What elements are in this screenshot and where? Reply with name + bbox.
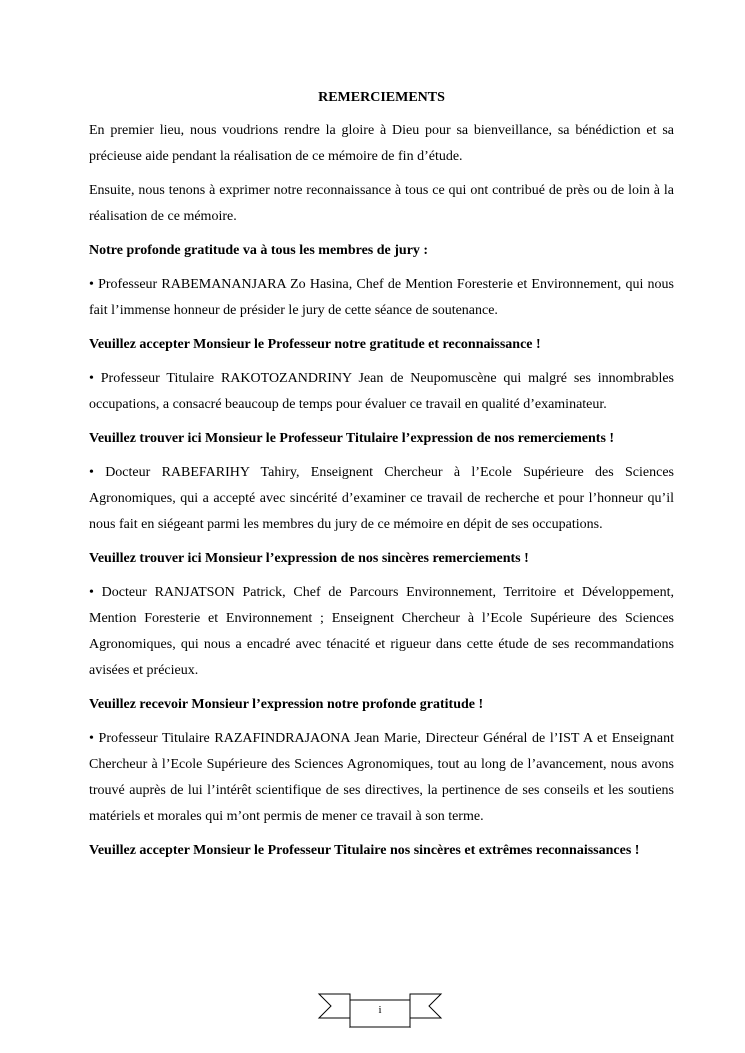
intro-paragraph-2: Ensuite, nous tenons à exprimer notre reconnaissance à tous ce qui ont contribué de près ou de loin à la réalisation de ce mémoire.	[89, 183, 674, 224]
gratitude-line-examiner-2: Veuillez trouver ici Monsieur l’expression de nos sincères remerciements !	[89, 551, 529, 566]
jury-member-examiner-1: • Professeur Titulaire RAKOTOZANDRINY Jean de Neupomuscène qui malgré ses innombrables occupations, a consacré beaucoup de temps pour évaluer ce travail en qualité d’examinateur.	[89, 371, 674, 412]
document-page	[89, 88, 674, 872]
gratitude-line-director: Veuillez accepter Monsieur le Professeur Titulaire nos sincères et extrêmes reconnaissances !	[89, 843, 640, 858]
intro-paragraph-1: En premier lieu, nous voudrions rendre la gloire à Dieu pour sa bienveillance, sa bénédiction et sa précieuse aide pendant la réalisation de ce mémoire de fin d’étude.	[89, 123, 674, 164]
page-number: i	[378, 1004, 382, 1016]
jury-member-examiner-2: • Docteur RABEFARIHY Tahiry, Enseignent Chercheur à l’Ecole Supérieure des Sciences Agronomiques, qui a accepté avec sincérité d’examiner ce travail de recherche et pour l’honneur qu’il nous fait en siégeant parmi les membres du jury de ce mémoire en dépit de ses occupations.	[89, 465, 674, 532]
page-number-banner	[317, 990, 443, 1028]
jury-heading: Notre profonde gratitude va à tous les membres de jury :	[89, 243, 429, 258]
gratitude-line-supervisor: Veuillez recevoir Monsieur l’expression notre profonde gratitude !	[89, 697, 484, 712]
gratitude-line-president: Veuillez accepter Monsieur le Professeur notre gratitude et reconnaissance !	[89, 337, 541, 352]
jury-member-supervisor: • Docteur RANJATSON Patrick, Chef de Parcours Environnement, Territoire et Développement, Mention Foresterie et Environnement ; Enseignent Chercheur à l’Ecole Supérieure des Sciences Agronomiques, qui nous a encadré avec ténacité et rigueur dans cette étude de ses recommandations avisées et précieux.	[89, 585, 674, 678]
page-title: REMERCIEMENTS	[318, 90, 445, 105]
jury-member-president: • Professeur RABEMANANJARA Zo Hasina, Chef de Mention Foresterie et Environnement, qui nous fait l’immense honneur de présider le jury de cette séance de soutenance.	[89, 277, 674, 318]
gratitude-line-examiner-1: Veuillez trouver ici Monsieur le Professeur Titulaire l’expression de nos remerciements !	[89, 431, 615, 446]
jury-member-director: • Professeur Titulaire RAZAFINDRAJAONA Jean Marie, Directeur Général de l’IST A et Enseignant Chercheur à l’Ecole Supérieure des Sciences Agronomiques, tout au long de l’avancement, nous avons trouvé auprès de lui l’intérêt scientifique de ses directives, la pertinence de ses conseils et les soutiens matériels et morales qui m’ont permis de mener ce travail à son terme.	[89, 731, 674, 824]
